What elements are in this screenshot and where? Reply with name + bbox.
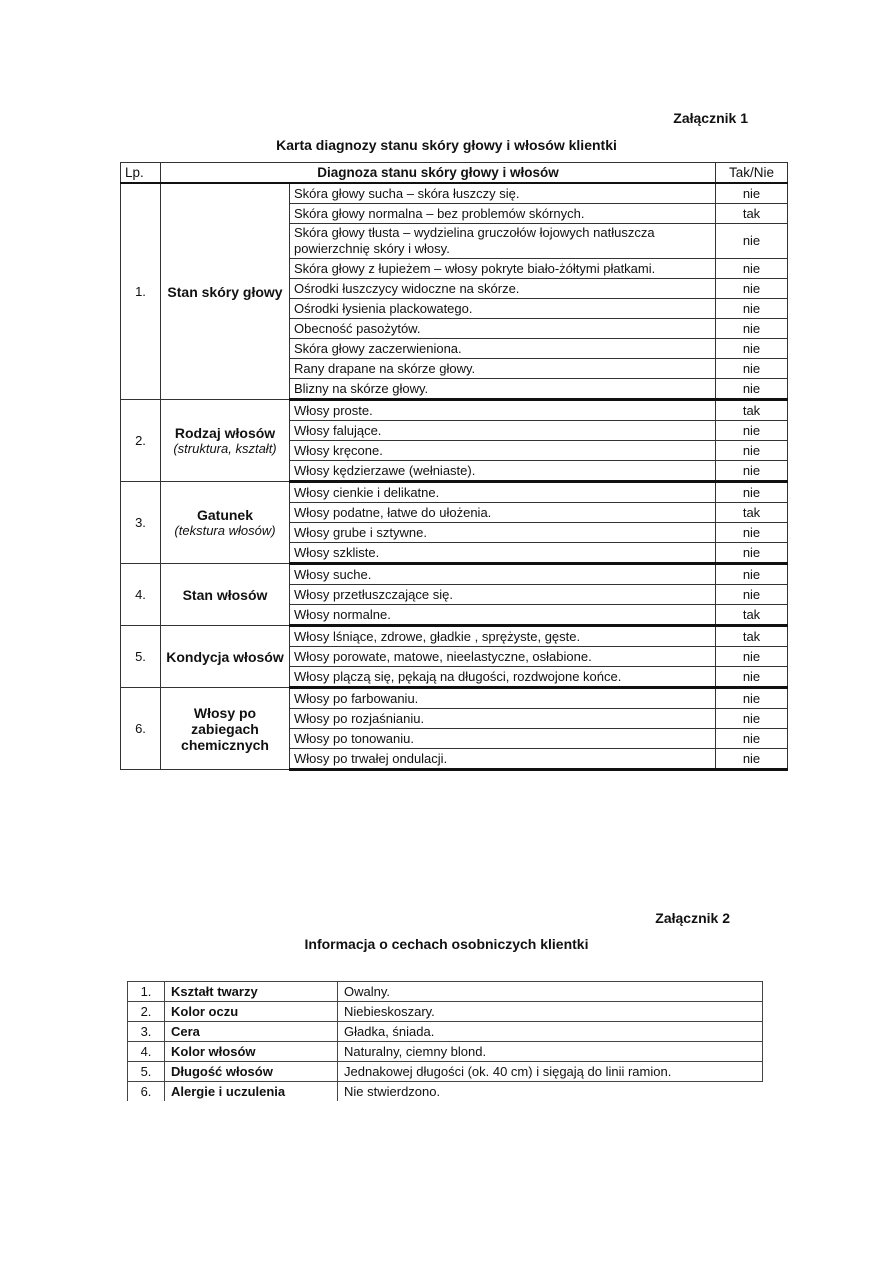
- info-value: Naturalny, ciemny blond.: [338, 1042, 763, 1062]
- info-number: 4.: [128, 1042, 165, 1062]
- attachment-1-title: Karta diagnozy stanu skóry głowy i włosów klientki: [276, 137, 617, 153]
- info-value: Nie stwierdzono.: [338, 1082, 763, 1102]
- info-row: [128, 1082, 763, 1102]
- diagnosis-answer: tak: [716, 626, 788, 647]
- category-label: Stan skóry głowy: [167, 283, 283, 300]
- diagnosis-answer: nie: [716, 319, 788, 339]
- diagnosis-answer: nie: [716, 688, 788, 709]
- category-label: Włosy po zabiegach chemicznych: [181, 704, 269, 753]
- info-key: Alergie i uczulenia: [165, 1082, 338, 1102]
- header-yes-no: Tak/Nie: [716, 163, 788, 184]
- group-number: 5.: [121, 626, 161, 688]
- group-category: [161, 482, 290, 564]
- category-sublabel: (tekstura włosów): [174, 522, 276, 538]
- diagnosis-answer: nie: [716, 543, 788, 564]
- category-label: Gatunek: [196, 506, 253, 523]
- diagnosis-answer: nie: [716, 667, 788, 688]
- group-number: 3.: [121, 482, 161, 564]
- info-row: [128, 1022, 763, 1042]
- diagnosis-answer: nie: [716, 379, 788, 400]
- diagnosis-text: Blizny na skórze głowy.: [290, 379, 716, 400]
- diagnosis-text: Włosy po farbowaniu.: [290, 688, 716, 709]
- diagnosis-header-row: [121, 163, 788, 184]
- info-row: [128, 982, 763, 1002]
- diagnosis-text: Włosy kędzierzawe (wełniaste).: [290, 461, 716, 482]
- group-number: 6.: [121, 688, 161, 770]
- group-category: [161, 564, 290, 626]
- diagnosis-text: Włosy przetłuszczające się.: [290, 585, 716, 605]
- diagnosis-row: [121, 564, 788, 585]
- category-label: Kondycja włosów: [166, 648, 284, 665]
- diagnosis-table: [120, 162, 788, 771]
- info-key: Długość włosów: [165, 1062, 338, 1082]
- diagnosis-text: Rany drapane na skórze głowy.: [290, 359, 716, 379]
- info-key: Kolor włosów: [165, 1042, 338, 1062]
- info-row: [128, 1062, 763, 1082]
- diagnosis-answer: tak: [716, 204, 788, 224]
- group-number: 2.: [121, 400, 161, 482]
- diagnosis-answer: nie: [716, 279, 788, 299]
- diagnosis-text: Ośrodki łysienia plackowatego.: [290, 299, 716, 319]
- group-category: [161, 626, 290, 688]
- diagnosis-answer: tak: [716, 400, 788, 421]
- diagnosis-answer: nie: [716, 224, 788, 259]
- diagnosis-text: Skóra głowy normalna – bez problemów skórnych.: [290, 204, 716, 224]
- category-sublabel: (struktura, kształt): [173, 440, 277, 456]
- header-diagnosis: Diagnoza stanu skóry głowy i włosów: [161, 163, 716, 184]
- diagnosis-text: Włosy lśniące, zdrowe, gładkie , sprężyste, gęste.: [290, 626, 716, 647]
- diagnosis-text: Skóra głowy z łupieżem – włosy pokryte biało-żółtymi płatkami.: [290, 259, 716, 279]
- diagnosis-text: Skóra głowy sucha – skóra łuszczy się.: [290, 183, 716, 204]
- group-number: 1.: [121, 183, 161, 400]
- info-number: 6.: [128, 1082, 165, 1102]
- diagnosis-text: Skóra głowy zaczerwieniona.: [290, 339, 716, 359]
- info-row: [128, 1002, 763, 1022]
- diagnosis-table-body: [121, 183, 788, 770]
- diagnosis-text: Obecność pasożytów.: [290, 319, 716, 339]
- diagnosis-answer: nie: [716, 709, 788, 729]
- info-key: Kształt twarzy: [165, 982, 338, 1002]
- diagnosis-row: [121, 183, 788, 204]
- category-label: Rodzaj włosów: [174, 424, 276, 441]
- category-label: Stan włosów: [182, 586, 268, 603]
- diagnosis-answer: nie: [716, 339, 788, 359]
- diagnosis-answer: nie: [716, 183, 788, 204]
- diagnosis-text: Włosy po rozjaśnianiu.: [290, 709, 716, 729]
- header-lp: Lp.: [121, 163, 161, 184]
- diagnosis-text: Włosy plączą się, pękają na długości, rozdwojone końce.: [290, 667, 716, 688]
- info-number: 2.: [128, 1002, 165, 1022]
- diagnosis-answer: tak: [716, 605, 788, 626]
- group-category: [161, 688, 290, 770]
- diagnosis-answer: nie: [716, 441, 788, 461]
- info-number: 5.: [128, 1062, 165, 1082]
- info-value: Gładka, śniada.: [338, 1022, 763, 1042]
- diagnosis-answer: nie: [716, 523, 788, 543]
- diagnosis-text: Włosy suche.: [290, 564, 716, 585]
- info-value: Owalny.: [338, 982, 763, 1002]
- diagnosis-text: Włosy cienkie i delikatne.: [290, 482, 716, 503]
- diagnosis-text: Włosy podatne, łatwe do ułożenia.: [290, 503, 716, 523]
- info-row: [128, 1042, 763, 1062]
- diagnosis-answer: nie: [716, 259, 788, 279]
- diagnosis-answer: nie: [716, 421, 788, 441]
- diagnosis-text: Włosy po tonowaniu.: [290, 729, 716, 749]
- group-category: [161, 183, 290, 400]
- diagnosis-text: Włosy po trwałej ondulacji.: [290, 749, 716, 770]
- diagnosis-answer: nie: [716, 359, 788, 379]
- info-number: 3.: [128, 1022, 165, 1042]
- info-key: Cera: [165, 1022, 338, 1042]
- diagnosis-answer: nie: [716, 647, 788, 667]
- diagnosis-answer: nie: [716, 482, 788, 503]
- diagnosis-answer: nie: [716, 299, 788, 319]
- diagnosis-text: Włosy kręcone.: [290, 441, 716, 461]
- diagnosis-answer: nie: [716, 564, 788, 585]
- diagnosis-answer: nie: [716, 585, 788, 605]
- diagnosis-text: Skóra głowy tłusta – wydzielina gruczołów łojowych natłuszcza powierzchnię skóry i włosy.: [290, 224, 716, 259]
- info-key: Kolor oczu: [165, 1002, 338, 1022]
- client-info-table: [127, 981, 763, 1101]
- diagnosis-text: Ośrodki łuszczycy widoczne na skórze.: [290, 279, 716, 299]
- attachment-2-label: Załącznik 2: [655, 910, 730, 926]
- diagnosis-answer: nie: [716, 461, 788, 482]
- diagnosis-text: Włosy normalne.: [290, 605, 716, 626]
- attachment-1-label: Załącznik 1: [673, 110, 748, 126]
- info-value: Niebieskoszary.: [338, 1002, 763, 1022]
- diagnosis-answer: tak: [716, 503, 788, 523]
- client-info-table-body: [128, 982, 763, 1102]
- diagnosis-row: [121, 626, 788, 647]
- diagnosis-row: [121, 688, 788, 709]
- group-category: [161, 400, 290, 482]
- diagnosis-row: [121, 400, 788, 421]
- diagnosis-text: Włosy grube i sztywne.: [290, 523, 716, 543]
- info-value: Jednakowej długości (ok. 40 cm) i sięgają do linii ramion.: [338, 1062, 763, 1082]
- diagnosis-text: Włosy proste.: [290, 400, 716, 421]
- attachment-2-title: Informacja o cechach osobniczych klientki: [304, 936, 589, 952]
- diagnosis-text: Włosy szkliste.: [290, 543, 716, 564]
- diagnosis-text: Włosy falujące.: [290, 421, 716, 441]
- diagnosis-text: Włosy porowate, matowe, nieelastyczne, osłabione.: [290, 647, 716, 667]
- group-number: 4.: [121, 564, 161, 626]
- info-number: 1.: [128, 982, 165, 1002]
- diagnosis-answer: nie: [716, 749, 788, 770]
- diagnosis-answer: nie: [716, 729, 788, 749]
- diagnosis-row: [121, 482, 788, 503]
